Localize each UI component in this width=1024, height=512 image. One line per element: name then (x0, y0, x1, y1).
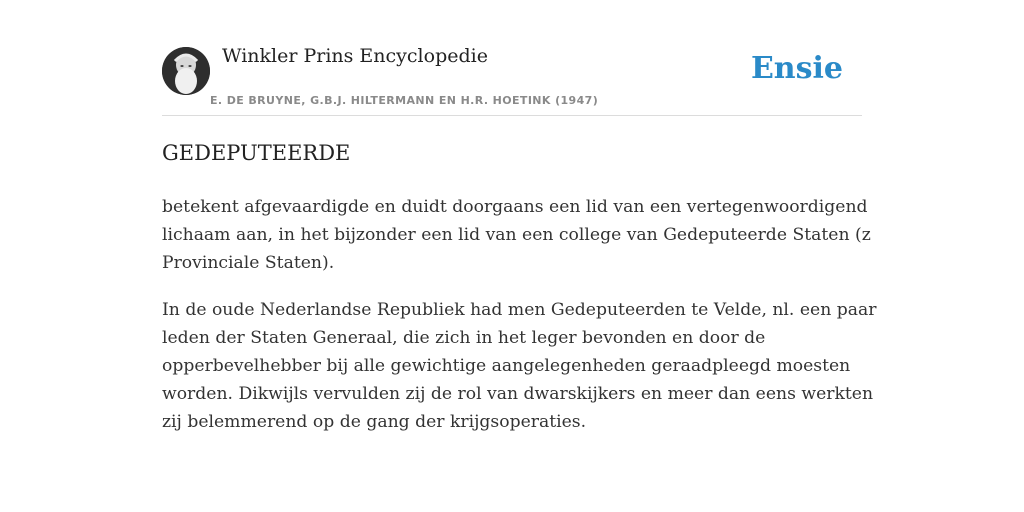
paragraph-line: opperbevelhebber bij alle gewichtige aangelegenheden geraadpleegd moesten (162, 356, 851, 376)
paragraph-line: zij belemmerend op de gang der krijgsoperaties. (162, 412, 587, 432)
article-paragraph (162, 193, 871, 277)
paragraph-line: Provinciale Staten). (162, 253, 335, 273)
ensie-logo[interactable]: Ensie (750, 51, 843, 86)
encyclopedia-title[interactable]: Winkler Prins Encyclopedie (222, 45, 488, 67)
article-body (162, 193, 877, 455)
paragraph-line: worden. Dikwijls vervulden zij de rol van dwarskijkers en meer dan eens werkten (162, 384, 874, 404)
paragraph-line: In de oude Nederlandse Republiek had men Gedeputeerden te Velde, nl. een paar (162, 300, 877, 320)
article-title: GEDEPUTEERDE (162, 141, 351, 165)
author-portrait-icon (162, 47, 210, 95)
paragraph-line: leden der Staten Generaal, die zich in het leger bevonden en door de (162, 328, 766, 348)
author-avatar[interactable] (162, 47, 210, 95)
paragraph-line: betekent afgevaardigde en duidt doorgaans een lid van een vertegenwoordigend (162, 197, 868, 217)
header (162, 0, 862, 116)
paragraph-line: lichaam aan, in het bijzonder een lid van een college van Gedeputeerde Staten (z (162, 225, 871, 245)
authors-line: E. DE BRUYNE, G.B.J. HILTERMANN EN H.R. HOETINK (1947) (210, 94, 599, 107)
article-paragraph (162, 296, 877, 436)
